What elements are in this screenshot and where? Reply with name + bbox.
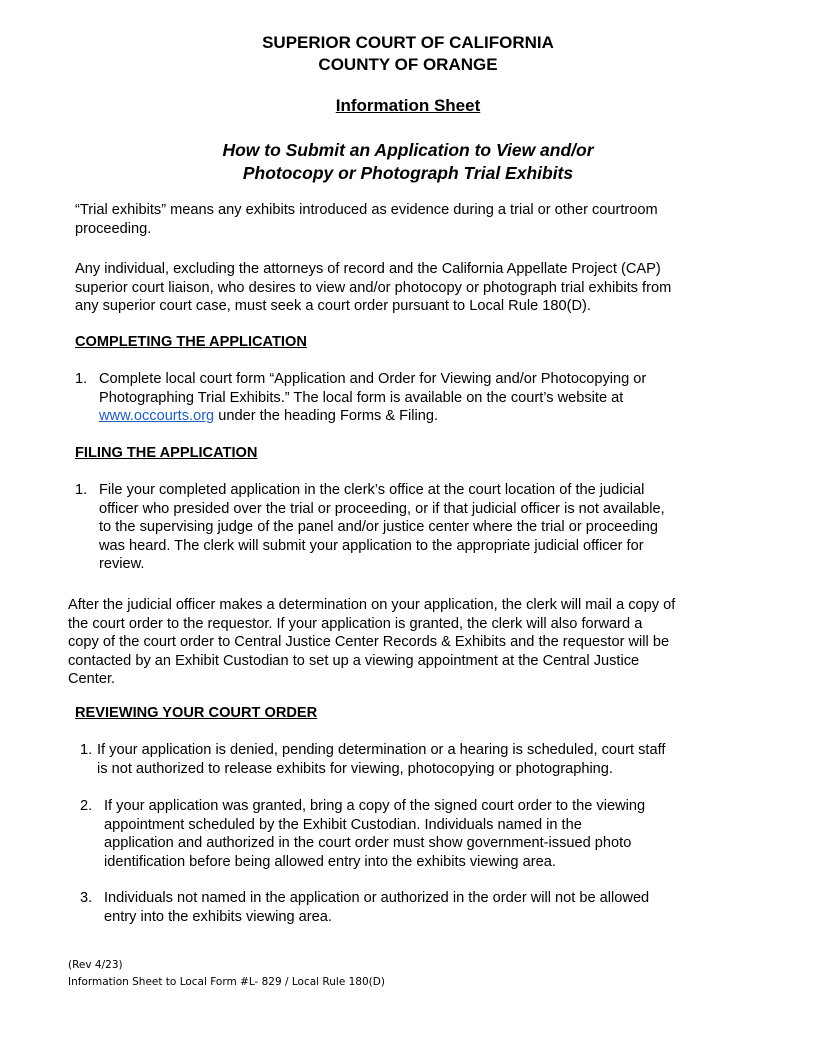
text-line: was heard. The clerk will submit your application to the appropriate judicial officer for bbox=[99, 537, 644, 554]
text-line: entry into the exhibits viewing area. bbox=[104, 908, 332, 925]
occourts-link[interactable]: www.occourts.org bbox=[99, 408, 215, 425]
county-name: COUNTY OF ORANGE bbox=[318, 55, 498, 74]
doc-title-line1: How to Submit an Application to View and/or bbox=[222, 140, 594, 160]
text-line: Photographing Trial Exhibits.” The local form is available on the court’s website at bbox=[99, 389, 624, 406]
text-line: Center. bbox=[68, 671, 116, 688]
section-heading-filing: FILING THE APPLICATION bbox=[75, 445, 258, 461]
list-number: 2. bbox=[80, 798, 93, 814]
list-number: 1. bbox=[75, 371, 88, 387]
text-line: is not authorized to release exhibits for viewing, photocopying or photographing. bbox=[97, 760, 613, 777]
text-line: proceeding. bbox=[75, 220, 152, 237]
text-line: identification before being allowed entry into the exhibits viewing area. bbox=[104, 853, 556, 870]
doc-title-line2: Photocopy or Photograph Trial Exhibits bbox=[242, 163, 574, 183]
text-line: If your application was granted, bring a copy of the signed court order to the viewing bbox=[104, 798, 646, 814]
intro-paragraph-1 bbox=[75, 201, 658, 238]
completing-item-1 bbox=[75, 370, 755, 430]
text-line: officer who presided over the trial or proceeding, or if that judicial officer is not available, bbox=[99, 500, 665, 517]
list-number: 1. bbox=[75, 482, 88, 498]
intro-paragraph-2 bbox=[75, 260, 671, 316]
revision-label: (Rev 4/23) bbox=[68, 959, 123, 971]
section-heading-reviewing: REVIEWING YOUR COURT ORDER bbox=[75, 705, 318, 721]
doc-type: Information Sheet bbox=[335, 96, 481, 115]
text-line: File your completed application in the clerk’s office at the court location of the judicial bbox=[99, 482, 645, 498]
reviewing-item-1 bbox=[80, 741, 760, 781]
text-line: copy of the court order to Central Justice Center Records & Exhibits and the requestor will be bbox=[68, 634, 670, 651]
text-line bbox=[99, 407, 438, 426]
reviewing-item-3 bbox=[80, 889, 760, 929]
section-heading-completing: COMPLETING THE APPLICATION bbox=[75, 334, 307, 350]
list-number: 3. bbox=[80, 890, 93, 906]
text-line: Complete local court form “Application and Order for Viewing and/or Photocopying or bbox=[99, 371, 647, 387]
text-line: If your application is denied, pending determination or a hearing is scheduled, court staff bbox=[97, 742, 666, 758]
text-line: contacted by an Exhibit Custodian to set up a viewing appointment at the Central Justice bbox=[68, 652, 640, 669]
text-line: Individuals not named in the application or authorized in the order will not be allowed bbox=[104, 890, 650, 906]
court-name: SUPERIOR COURT OF CALIFORNIA bbox=[262, 33, 554, 52]
text-line: the court order to the requestor. If your application is granted, the clerk will also forward a bbox=[68, 615, 643, 632]
text-fragment: under the heading Forms & Filing. bbox=[214, 408, 439, 425]
filing-item-1 bbox=[75, 481, 755, 576]
text-line: superior court liaison, who desires to view and/or photocopy or photograph trial exhibits from bbox=[75, 279, 672, 296]
text-line: Any individual, excluding the attorneys of record and the California Appellate Project (CAP) bbox=[75, 261, 661, 277]
form-reference: Information Sheet to Local Form #L- 829 / Local Rule 180(D) bbox=[68, 976, 385, 988]
reviewing-item-2 bbox=[80, 797, 760, 877]
footer bbox=[68, 957, 385, 991]
text-line: application and authorized in the court order must show government-issued photo bbox=[104, 835, 632, 852]
after-determination-paragraph bbox=[68, 596, 675, 689]
text-line: After the judicial officer makes a determination on your application, the clerk will mail a copy of bbox=[68, 597, 676, 613]
text-line: review. bbox=[99, 556, 145, 573]
text-line: “Trial exhibits” means any exhibits introduced as evidence during a trial or other courtroom bbox=[75, 202, 658, 218]
text-line: any superior court case, must seek a court order pursuant to Local Rule 180(D). bbox=[75, 298, 591, 315]
text-line: to the supervising judge of the panel and/or justice center where the trial or proceeding bbox=[99, 519, 658, 536]
text-line: appointment scheduled by the Exhibit Custodian. Individuals named in the bbox=[104, 816, 582, 833]
list-number: 1. bbox=[80, 742, 93, 758]
